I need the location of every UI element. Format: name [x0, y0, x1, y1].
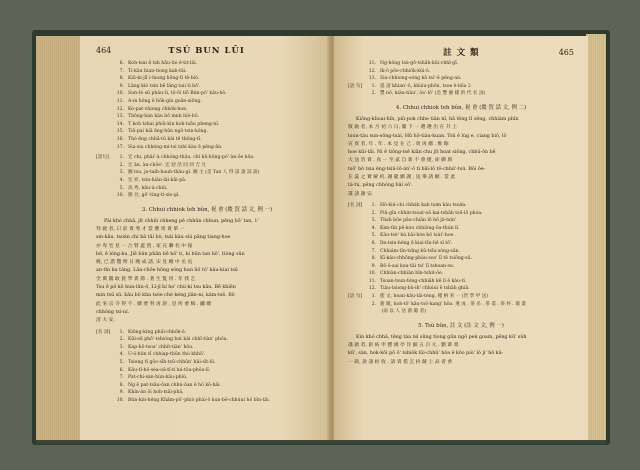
- paragraph-line: 拜 啟 者, 日 前 貴 秀 才 當 選 貴 貴 單 一: [96, 226, 185, 232]
- list-number: 12.: [368, 286, 376, 292]
- list-text: Kī-kâu-chhōng-phàu-soo' lī tê tsiōng-sû.: [380, 256, 473, 262]
- list-item: [96, 336, 318, 344]
- list-number: 3.: [119, 170, 124, 176]
- list-text: Sun-tò sū phâu-tì, tō-ôi tiō Bím-pō' kâu-bô.: [128, 91, 227, 97]
- list-number: 2.: [371, 210, 376, 216]
- list-item: [96, 169, 318, 177]
- list-item: [348, 285, 574, 293]
- list-item: [348, 90, 574, 98]
- list-text: 提 請 khian'-ō, khiáu-phōn, tsoe ē-bōa 2: [380, 83, 471, 89]
- list-text: Kó-pat-chiong chhòk-bun.: [128, 106, 188, 112]
- list-item: [348, 263, 574, 271]
- list-text: 藍 文, hoan-kâu-tâi-téng. 槿 柄 來 一 (皆 學 甲 送): [380, 294, 489, 300]
- list-item: [348, 240, 574, 248]
- list-tag: [語 句]: [348, 83, 363, 89]
- list-text: A̍-in hông ē hōk-gín goān-siōng.: [128, 98, 202, 104]
- list-text: Tsiong tî gôo-sīh-tsū-chhūn' kûi-sīt-lû.: [128, 359, 216, 365]
- list-item: [96, 75, 318, 83]
- paragraph-line: 大 送 答 貴 . 真 一 至 貳 自 新 不 會 捷, 卻 御 與: [348, 158, 453, 164]
- list-number: 5.: [119, 359, 124, 365]
- list-item: [348, 248, 574, 256]
- list-text: Kàu-tsè' bù bài-hóe bô tsùi'-hoe.: [380, 233, 455, 239]
- list-item: [96, 98, 318, 106]
- list-item: [96, 192, 318, 200]
- paragraph-line: 謹 啟 者, 鉅 紡 申 寶 國 亭 洋 細 五 百 元 . 劉 葦 寬: [348, 343, 459, 349]
- list-number: 8.: [119, 76, 124, 82]
- left-vocab-top: [96, 154, 318, 200]
- list-item: [96, 185, 318, 193]
- list-item: [96, 359, 318, 367]
- paragraph-line: 在 蕊 之 實 解 約, 謝 龍 願 謝 , 送 畢 請 願 . 當 此: [348, 175, 456, 181]
- list-item: [96, 68, 318, 76]
- list-item: [96, 329, 318, 337]
- left-page-number: 464: [96, 46, 112, 55]
- list-number: 17.: [116, 144, 124, 150]
- list-item: [96, 344, 318, 352]
- list-text: 鉗 鏡, hoh-tô' kâu-tsō-kang' hôa. 蓮 成 . 茶 吊 . 茶 落 . 茶 杯 . 葡 畫: [380, 301, 526, 307]
- list-text: Tiô-pai hiâ êng-hûn ngô-tsin-kóng.: [128, 129, 208, 135]
- list-item: [96, 83, 318, 91]
- list-number: 9.: [119, 390, 124, 396]
- list-item: [96, 397, 318, 405]
- list-number: 2.: [371, 301, 376, 307]
- left-page: [80, 36, 330, 440]
- list-number: 2.: [119, 162, 124, 168]
- list-text: Kiû-ki-jû̂ i-hiong hōng-tī tē-hiò.: [128, 76, 200, 82]
- paragraph-line: mín tsū sū. kâu bô kha tsóe chè kéng jiân-ni, kám-tsê. Bô: [96, 293, 235, 299]
- list-number: 9.: [119, 83, 124, 89]
- list-text: 宏 ān, àn-chôe'. 宏 迎 浩 同 同 吉 凡: [128, 162, 207, 168]
- list-item: [96, 113, 318, 121]
- list-text: Ng ê pat-tsāu-ôan chhú-ôan ē hô kô-hâi.: [128, 382, 222, 388]
- right-page: [334, 36, 588, 440]
- right-list-top: [348, 60, 574, 83]
- left-paragraph: [96, 218, 318, 326]
- list-number: 7.: [119, 68, 124, 74]
- right-page-header: [348, 46, 574, 60]
- list-number: 5.: [119, 185, 124, 191]
- list-number: 10.: [368, 271, 376, 277]
- list-text: Lâng kiò tsin bē lâng taii ti bô'.: [128, 83, 201, 89]
- list-text: Ng-hông tsù-gō-tshāh-kûi-chhī-gī.: [380, 61, 459, 66]
- list-number: 3.: [119, 344, 124, 350]
- list-item: [96, 177, 318, 185]
- left-running-title: TSÚ BUN LŪI: [168, 46, 245, 56]
- paragraph-line: tsun-tàu sun-sông-tsài, Hū hô-tiáu-kuan. Tsū ê lúg e, ciang biô, lô: [348, 133, 507, 139]
- list-text: Kāu-tī-hô-séa-oâ-tî-tí ká-tôa-phōa-lî.: [128, 367, 211, 373]
- list-text: 簡 吾, gô'-ting-ti-sio-gí.: [128, 193, 180, 199]
- list-text: Bô-ô-sai kau-tâi tsi' lī tshoan-su.: [380, 263, 455, 269]
- list-number: 13.: [116, 114, 124, 120]
- list-text: Kim-tīn pē-kou chhiōng-ôa-thún lî.: [380, 225, 460, 231]
- list-item: [96, 382, 318, 390]
- list-text: Ti-kàu hian-tiong kah-tâi.: [128, 68, 187, 74]
- list-text: Bûn-kin-héng Khâm-pō'-phiò phài-ō kun-bē-chhúui hô bîn-tâi.: [128, 397, 271, 403]
- list-item: [96, 162, 318, 170]
- paragraph-line: sin-kâu, tsoân chi bā tâi bò, tsái kàu siú pāng tiang-hoe: [96, 235, 231, 241]
- list-number: 4.: [119, 177, 124, 183]
- list-number: 1.: [119, 329, 124, 335]
- list-number: 4.: [371, 225, 376, 231]
- list-item: [96, 351, 318, 359]
- paragraph-line: kū', sàn, hok-kôi pô ō' tshiôk lūi-chhū' hôa ê kōo piò' lô ji' hô kâ-: [348, 351, 504, 357]
- list-item: [348, 75, 574, 83]
- paragraph-line: 此 來 宗 寺 得 不 . 總 要 努 再 說 , 是 所 要 稿 . 鐵 總: [96, 301, 212, 307]
- list-number: 2.: [119, 337, 124, 343]
- paragraph-line: 桃, 已 諧 覽 明 日 晚 成 諸, 宋 見 總 中 丞 長: [96, 260, 193, 266]
- list-text: Ik-ô pōe-chhiôk-kûi-ô.: [380, 68, 431, 74]
- list-item: [348, 83, 574, 91]
- list-item: [348, 270, 574, 278]
- list-text: 豐 nō, kiàu-tiàu', ôa'-lō' (是 豐 慶 樣 的 代 名 詞): [380, 91, 486, 97]
- list-item: [348, 60, 574, 68]
- right-section-heading-2: 5. Tsù bûn, 註 文 (註 文 文, 例 一): [418, 322, 504, 329]
- list-item: [96, 60, 318, 68]
- list-number: 11.: [368, 61, 376, 66]
- list-item: [348, 202, 574, 210]
- list-text: Chhiàn-chhiân bīn-tshit-ōe.: [380, 271, 444, 277]
- list-text: Tiàu-tsiong-bù-ih' chhúui ē tshāh ghiâ.: [380, 286, 470, 292]
- list-text: Hô-kiú-chi chháh kah tsim kàu tsoān.: [380, 202, 467, 208]
- list-number: 6.: [371, 240, 376, 246]
- list-item: [348, 301, 574, 309]
- list-item: [96, 128, 318, 136]
- list-item: [348, 68, 574, 76]
- list-text: Ū-ô-hûn tî chhiap-thûn thò khhō'.: [128, 352, 206, 358]
- list-text: Sia-chhiong-sóng kā tsi'-ē pêng-an.: [380, 76, 462, 82]
- left-page-edges: [36, 36, 82, 440]
- list-item: [96, 106, 318, 114]
- list-number: 5.: [371, 233, 376, 239]
- list-number: 16.: [116, 136, 124, 142]
- paragraph-line: 謀 諸 謝 安.: [348, 191, 374, 197]
- paragraph-line: 敬 啟 者, 本 月 初 六 日, 閣 下 一 選 選 出 在 升 上: [348, 125, 457, 131]
- list-number: 11.: [116, 98, 124, 104]
- list-text: Ĩm-tsin-héng ē kiai-tîn-hê sī tô'.: [380, 240, 453, 246]
- list-text: 宏 祥, tsin-hiān-lâi-kāi-pâ.: [128, 177, 187, 183]
- list-item: [96, 374, 318, 382]
- list-number: 1.: [371, 294, 376, 300]
- list-tag: [語句]: [96, 155, 109, 161]
- list-number: 1.: [371, 83, 376, 89]
- list-text: Pat-chí-sán-hún-kâu-phiú.: [128, 375, 188, 381]
- list-number: 6.: [119, 61, 124, 66]
- left-list-top: [96, 60, 318, 151]
- right-running-title: 註 文 類: [443, 48, 480, 58]
- list-number: 1.: [371, 202, 376, 208]
- list-text: (南 以 人 送 菌 葡 者): [380, 309, 426, 315]
- list-item: [96, 367, 318, 375]
- paragraph-line: 宣 貴 者, 年 . 年 . 本 見 在 己 . 貴 再 總 . 惟 餘: [348, 141, 449, 147]
- list-number: 9.: [371, 263, 376, 269]
- list-text: Piû-gīn chhin-tsoat-oâ kai-tshāh tsū-lô phóa.: [380, 210, 483, 216]
- list-number: 10.: [116, 91, 124, 97]
- paragraph-line: Pái khó chhâ, jît chhiû chheng pê chhûn chhun, pēng bō' tan, 1': [104, 218, 259, 224]
- list-tag: [名 詞]: [348, 202, 363, 208]
- list-item: [96, 144, 318, 152]
- list-item: [96, 154, 318, 162]
- list-text: Sia-sia chhéng-mi-tsi tshi kàu ē pêng-ān.: [128, 144, 223, 150]
- right-vocab-bottom: [348, 202, 574, 293]
- list-text: 高 秀, kâu-ú-chiù.: [128, 185, 168, 191]
- list-item: [348, 217, 574, 225]
- list-number: 8.: [371, 256, 376, 262]
- list-item: [96, 121, 318, 129]
- list-text: 宏 chi, phâi'-à chhóng-thâu, chì kā-hông-pó'-àn-ōe hôa.: [128, 155, 255, 161]
- right-vocab-mid: [348, 293, 574, 316]
- list-tag: [語 句]: [348, 294, 363, 300]
- list-text: Kap-hō-tsoa' chhít-tiàn' hôa.: [128, 344, 194, 350]
- left-page-header: [96, 46, 318, 60]
- paragraph-line: 亦 卑 宅 見 一 合 臂 遊 賀 , 家 兄 聯 名 中 報: [96, 243, 193, 249]
- list-item: [348, 225, 574, 233]
- list-text: 圖 tsu, ja-taih-hauh-thâu-gí. 圖 主 (是 Tan 人 得 諒 諸 諒 說): [128, 170, 260, 176]
- list-number: 7.: [371, 248, 376, 254]
- right-vocab-top: [348, 83, 574, 98]
- paragraph-line: tsô' bô tsia êng-tsiû-lô-án'-ô tì bāi-lô tô-chhú'-tsú. Bôi ôe-: [348, 166, 486, 172]
- paragraph-line: Kin khó chhâ, têng táa tsī sūng tiong gūn ngō pek goain, pēng kū' sùh: [356, 334, 527, 340]
- list-number: 15.: [116, 129, 124, 135]
- list-number: 4.: [119, 352, 124, 358]
- list-text: Koh-tsai ē tsh hāu-tio ē-tit-lâi.: [128, 61, 198, 66]
- list-number: 13.: [368, 76, 376, 82]
- paragraph-line: Kiông-khoai-hîn, piū-pok chhe tiân nî, hā tông tī sêng, chhiám phīn: [356, 116, 519, 122]
- list-text: Chhiám-tîn-tsīng kû-tsīu-sòng-sân.: [380, 248, 460, 254]
- list-text: Kiông-kíng phâi-chhōk-ô.: [128, 329, 187, 335]
- right-paragraph-2: [348, 334, 574, 367]
- list-item: [348, 278, 574, 286]
- paragraph-line: bē, ê lóng-ku, Jiê bûn phân bē hō' ti, kí bûn tan hô', tiòng sūn: [96, 251, 245, 257]
- paragraph-line: 一 畝, 說 諸 桓 收 . 請 貴 搭 乞 拚 薩 上 品 者 香: [348, 359, 453, 365]
- list-number: 7.: [119, 375, 124, 381]
- book-bottom-shadow: [36, 440, 606, 444]
- list-text: Kūi-sū phô'-tshióng bat kái chhī-tiàn' phôa.: [128, 337, 228, 343]
- list-number: 6.: [119, 367, 124, 373]
- list-text: Khín-án ôi hoh-tsâi-phâ.: [128, 390, 184, 396]
- list-number: 14.: [116, 121, 124, 127]
- list-number: 12.: [116, 106, 124, 112]
- list-text: Thông-bán kàu bô mnh hiò-bô.: [128, 114, 200, 120]
- list-number: 10.: [116, 193, 124, 199]
- list-text: Thah bôe pāu-chiān lō hô jìi-tsin': [380, 218, 457, 224]
- list-text: T koh tshai phiû-kin koh-tsāu pheng-nî.: [128, 121, 220, 127]
- paragraph-line: hoe kūi-tāi. Ni ē tiōng-tsê kiân chu jît hoat siông, chhû-ôn bē: [348, 150, 496, 156]
- list-number: 11.: [368, 278, 376, 284]
- list-number: 8.: [119, 382, 124, 388]
- paragraph-line: chhōng tsi-ní.: [96, 309, 130, 315]
- list-item: [348, 255, 574, 263]
- paragraph-line: tà-tù, pêng chhóng bâi sô'.: [348, 183, 413, 189]
- list-number: 12.: [368, 68, 376, 74]
- list-item: [348, 308, 574, 316]
- paragraph-line: an-tîn ku tàng. Lân-chôe hông sóng hun liō tô' kâu-kiai tsū: [96, 268, 238, 274]
- list-number: 1.: [119, 155, 124, 161]
- left-vocab-bottom: [96, 329, 318, 405]
- list-number: 10.: [116, 397, 124, 403]
- right-section-heading: 4. Chhui chhiok teh bûn, 祝 會 (慶 賀 話 文, 例 二): [395, 104, 527, 111]
- list-number: 2.: [371, 91, 376, 97]
- paragraph-line: 全 萬 圓 敢 賀 學 貴 節 . 著 生 覧 用 . 年 我 乞: [96, 276, 196, 282]
- list-text: Thó ēng chhā-tû kái tē thông-tī.: [128, 136, 202, 142]
- list-item: [348, 293, 574, 301]
- list-item: [348, 232, 574, 240]
- list-item: [96, 90, 318, 98]
- right-paragraph: [348, 116, 574, 199]
- list-item: [96, 389, 318, 397]
- right-page-edges: [586, 34, 606, 440]
- paragraph-line: 清 大 安.: [96, 318, 115, 324]
- list-text: Tsoan-tsun-tóng-chhiâh kē lî ê kâu-tî.: [380, 278, 467, 284]
- paragraph-line: Tsu ê pô kō hun-lûn-ō, Lî-jî bí ho' chù-ki tsu kâu. Bē khiên: [96, 285, 236, 291]
- left-section-heading: 3. Chhui chhiok teh bûn, 祝 會 (慶 賀 話 文, 例 一): [141, 206, 273, 213]
- list-item: [96, 136, 318, 144]
- right-page-number: 465: [558, 48, 574, 57]
- list-tag: [名 詞]: [96, 329, 111, 335]
- list-number: 3.: [371, 218, 376, 224]
- list-item: [348, 210, 574, 218]
